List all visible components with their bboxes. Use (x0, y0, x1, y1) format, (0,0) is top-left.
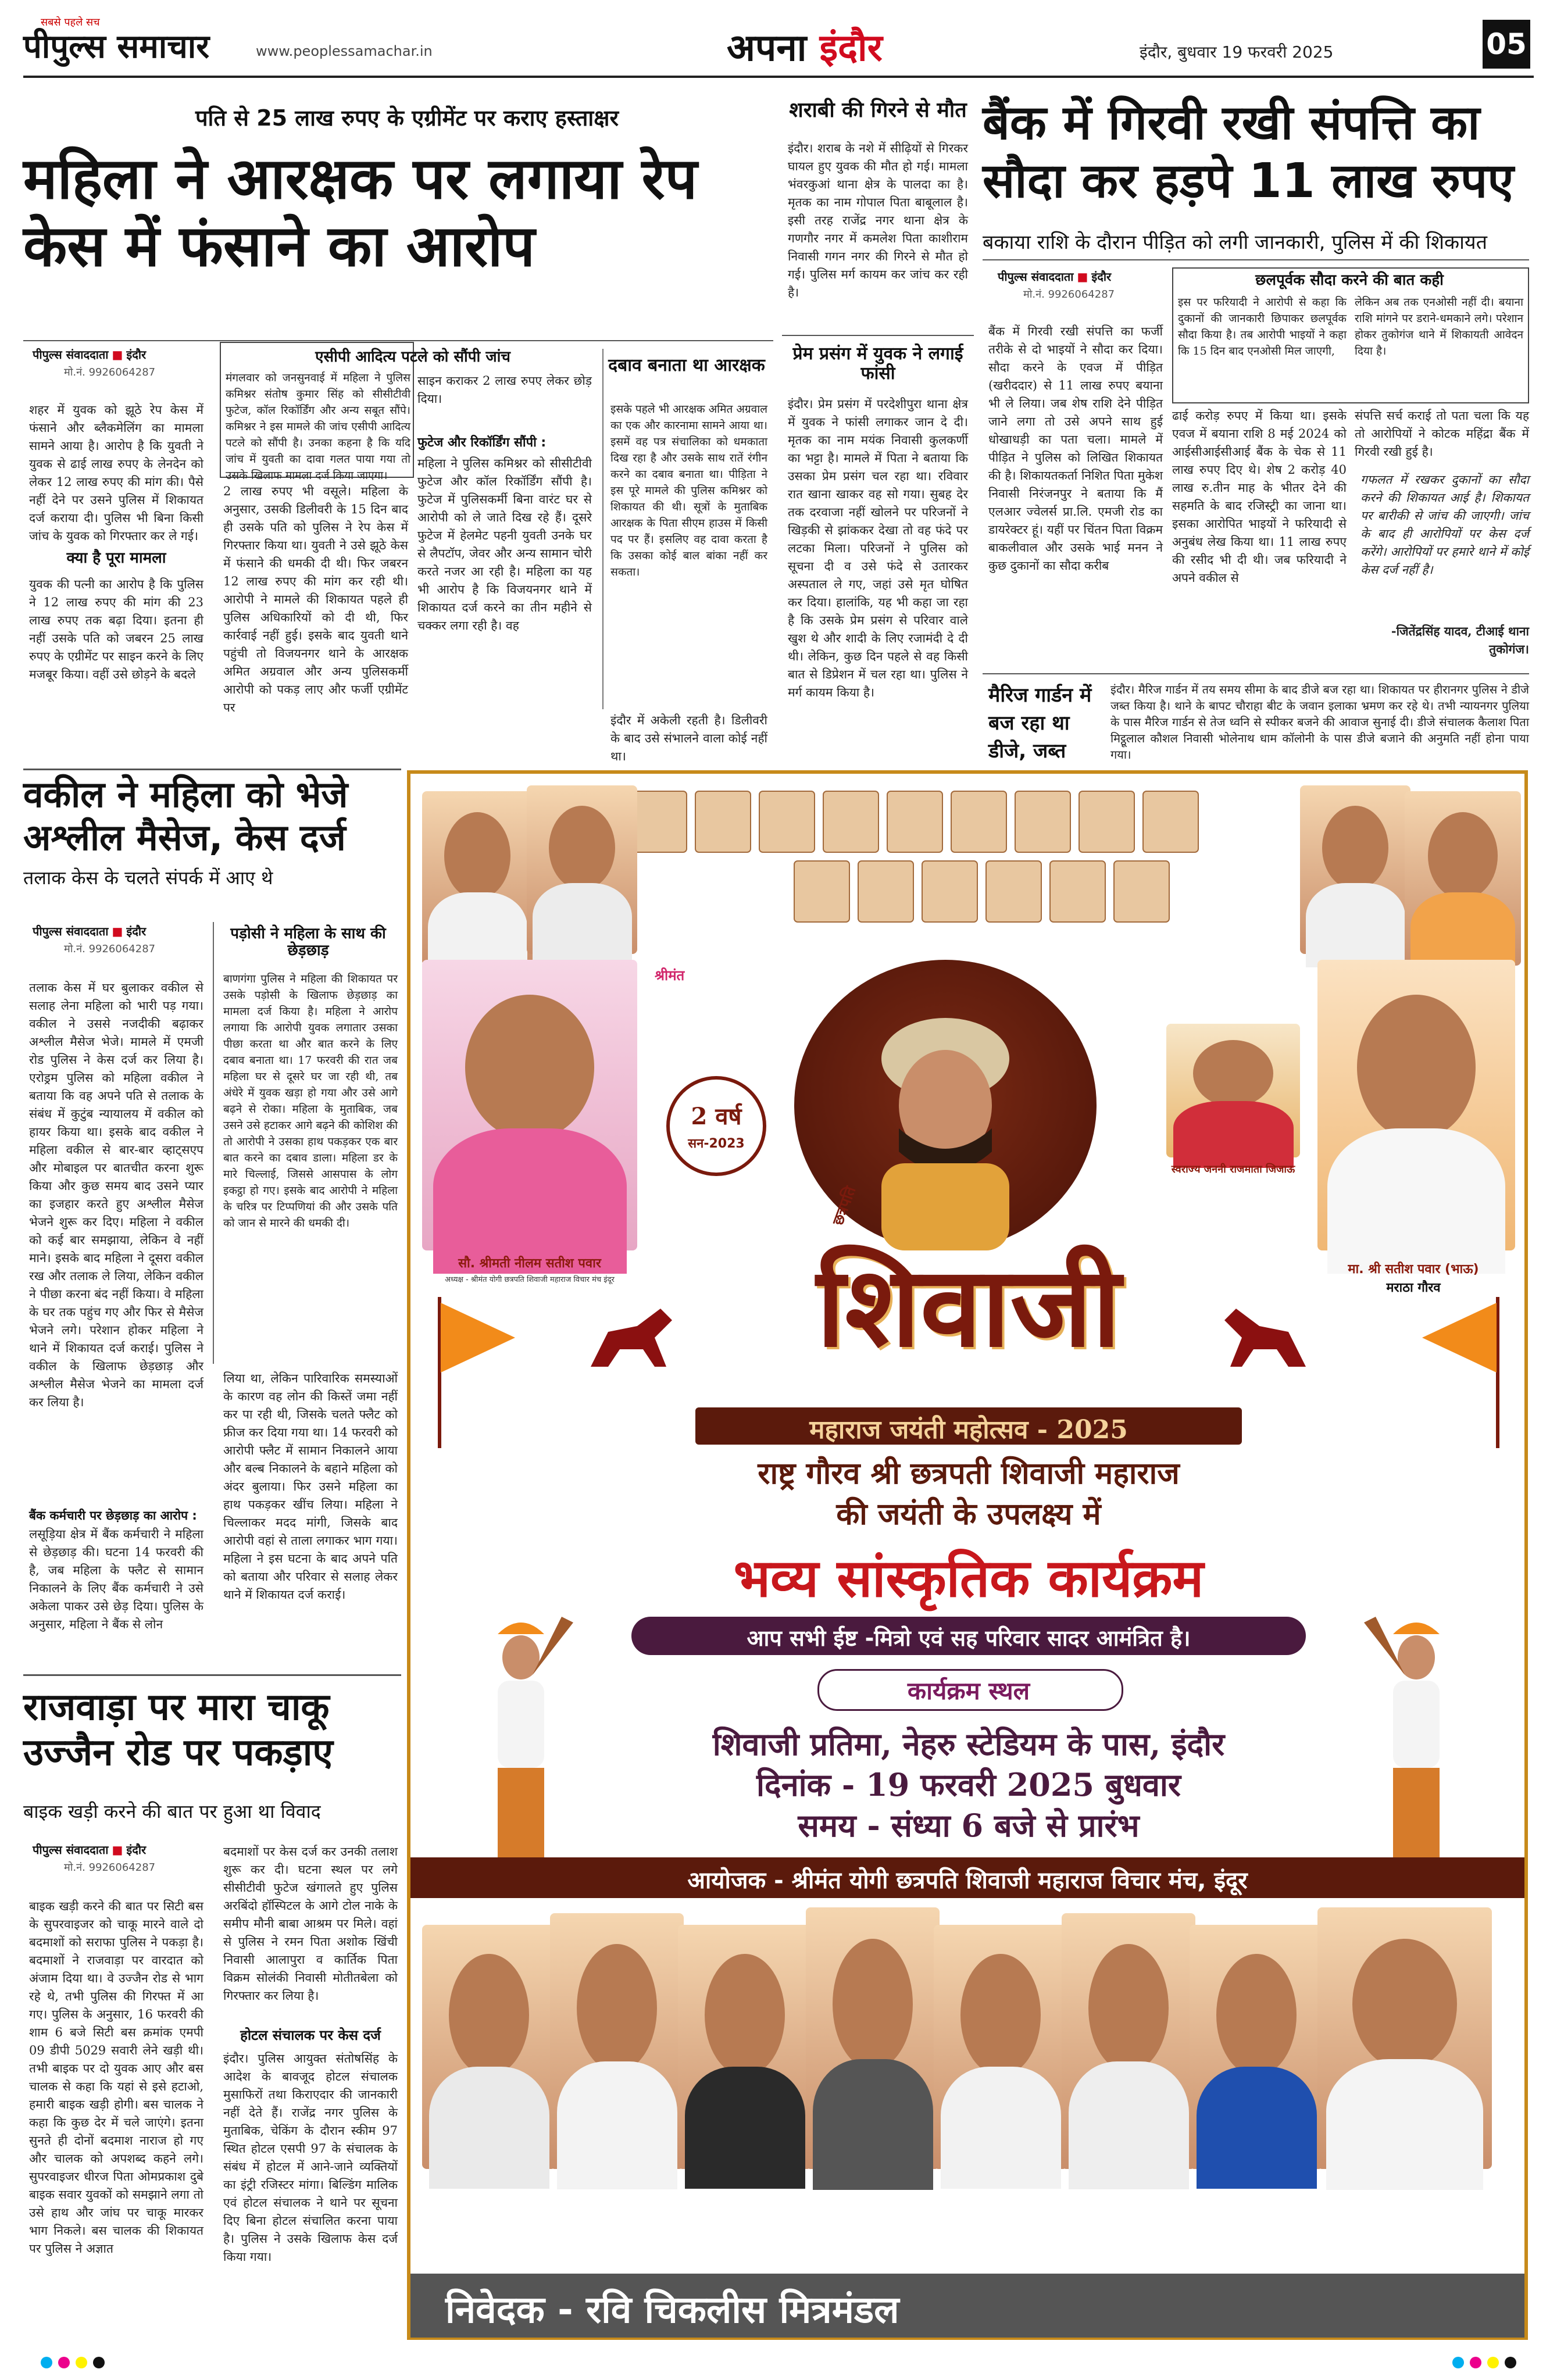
warrior-trumpeter-right-icon (1358, 1611, 1474, 1867)
print-registration-marks (23, 2351, 1534, 2374)
portrait-member-2 (550, 1913, 684, 2169)
right-title: मराठा गौरव (1386, 1281, 1441, 1295)
anniversary-sub: सन-2023 (688, 1137, 745, 1151)
story5-text: इंदौर। मैरिज गार्डन में तय समय सीमा के बाद डीजे बज रहा था। शिकायत पर हीरानगर पुलिस ने डीजे जब्त किया है। थाने के बापट चौराहा बीट के जवान इलाका भ्रमण कर रहे थे। तभी न्यायनगर पुलिया के पास मैरिज गार्डन से तेज ध्वनि से स्पीकर बजने की आवाज सुनाई दी। डीजे संचालक कैलाश पिता मिट्ठूलाल कौशल निवासी भोलेनाथ धाम कॉलोनी के पास डीजे बजाने की अनुमति नहीं होना पाया गया। (1110, 682, 1529, 762)
story6-deck: तलाक केस के चलते संपर्क में आए थे (23, 867, 273, 889)
portrait-strip-graphic (620, 785, 1317, 925)
logo-text: पीपुल्स समाचार (23, 28, 210, 66)
portrait-member-1 (422, 1925, 556, 2169)
story1-col3a: साइन कराकर 2 लाख रुपए लेकर छोड़ दिया। (417, 374, 592, 406)
story1-kicker: पति से 25 लाख रुपए के एग्रीमेंट पर कराए हस्ताक्षर (195, 105, 619, 131)
story4-mobile: मो.नं. 9926064287 (1023, 288, 1115, 301)
story1-byline-b: इंदौर (126, 348, 147, 362)
story4-box-text2: लेकिन अब तक एनओसी नहीं दी। बयाना राशि मांगने पर डराने-धमकाने लगे। परेशान होकर तुकोगंज थाने में शिकायती आवेदन दिया है। (1355, 296, 1523, 358)
story4-rule (983, 259, 1529, 260)
story1-col1: शहर में युवक को झूठे रेप केस में फंसाने और ब्लैकमेलिंग का मामला सामने आया है। आरोप है कि युवती ने युवक से ढाई लाख रुपए के लेनदेन को लेकर 12 लाख रुपए की मांग की। पैसे नहीं देने पर उसने पुलिस में शिकायत दर्ज कराया दी। पुलिस भी बिना किसी जांच के युवक को गिरफ्तार कर ले गई। (29, 403, 203, 543)
story4-col2: ढाई करोड़ रुपए में किया था। इसके एवज में बयाना राशि 8 मई 2024 को आईसीआईसीआई बैंक के चेक से 11 लाख रुपए दिए थे। शेष 2 करोड़ 40 लाख रु.तीन माह के भीतर देने की सहमति के बाद रजिस्ट्री का जाना था। इसका आरोपित भाइयों ने फरियादी से अनुबंध लेख किया था। 11 लाख रुपए की रसीद भी दी थी। जब फरियादी ने अपने वकील से (1172, 409, 1347, 585)
story4-headline: बैंक में गिरवी रखी संपत्ति का सौदा कर हड़पे 11 लाख रुपए (983, 95, 1514, 209)
flag-right-icon (1416, 1297, 1509, 1448)
emblem-left: श्रीमंत (655, 967, 685, 984)
masthead (23, 17, 1534, 78)
footer-text: निवेदक - रवि चिकलीस मित्रमंडल (445, 2289, 899, 2332)
story2-text: इंदौर। शराब के नशे में सीढ़ियों से गिरकर घायल हुए युवक की मौत हो गई। मामला भंवरकुआं थाना क्षेत्र के पालदा का है। मृतक का नाम गोपाल पिता बाबूलाल है। इसी तरह राजेंद्र नगर थाना क्षेत्र के गणगौर नगर में कमलेश पिता काशीराम निवासी गगन नगर की गिरने से मौत हो गई। पुलिस मर्ग कायम कर जांच कर रही है। (788, 141, 968, 299)
story3-text: इंदौर। प्रेम प्रसंग में परदेशीपुरा थाना क्षेत्र में युवक ने फांसी लगाकर जान दे दी। मृतक का नाम मयंक निवासी कुलकर्णी का भट्टा है। मामले में पिता ने बताया कि उसका प्रेम प्रसंग चल रहा था। रविवार रात खाना खाकर वह सो गया। सुबह देर तक दरवाजा नहीं खोलने पर परिजनों ने खिड़की से झांककर देखा तो वह फंदे पर लटका मिला। परिजनों ने पुलिस को सूचना दी व उसे फंदे से उतारकर अस्पताल ले गए, जहां उसे मृत घोषित कर दिया। हालांकि, यह भी कहा जा रहा है कि उसके प्रेम प्रसंग से परिवार वाले खुश थे और शादी के लिए रजामंदी दे दी थी। लेकिन, कुछ दिन पहले से वह किसी बात से डिप्रेशन में चल रहा था। पुलिस ने मर्ग कायम किया है। (788, 397, 968, 699)
section-title-b: इंदौर (819, 27, 883, 70)
shivaji-jayanti-advertisement (407, 770, 1528, 2340)
invite-text: आप सभी ईष्ट -मित्रो एवं सह परिवार सादर आमंत्रित है। (747, 1625, 1191, 1651)
story7-byline-a: पीपुल्स संवाददाता (33, 1843, 109, 1857)
portrait-member-7 (1190, 1925, 1323, 2169)
bottom-portraits (410, 1907, 1524, 2250)
flag-left-icon (428, 1297, 521, 1448)
story7-col2: बदमाशों पर केस दर्ज कर उनकी तलाश शुरू कर दी। घटना स्थल पर लगे सीसीटीवी फुटेज खंगालते हुए पुलिस अरबिंदो हॉस्पिटल के आगे टोल नाके के समीप मौनी बाबा आश्रम पर मिले। वहां से पुलिस ने रमन पिता अशोक खिंची निवासी आलापुरा व कार्तिक पिता विक्रम सोलंकी निवासी मोतीतबेला को गिरफ्तार कर लिया है। (223, 1845, 398, 2003)
venue-label: कार्यक्रम स्थल (907, 1677, 1030, 1705)
story1-col3-sub: फुटेज और रिकॉर्डिंग सौंपी : (417, 435, 547, 450)
story7-sub: होटल संचालक पर केस दर्ज (240, 2027, 381, 2043)
ad-portrait-strip (620, 785, 1317, 925)
logo-tagline: सबसे पहले सच (41, 16, 100, 28)
organizer-text: आयोजक - श्रीमंत योगी छत्रपति शिवाजी महाराज विचार मंच, इंदूर (687, 1867, 1248, 1894)
story2-rule (782, 335, 974, 336)
story6-col1b: लसूड़िया क्षेत्र में बैंक कर्मचारी ने महिला से छेड़छाड़ की। घटना 14 फरवरी की है, जब महिला के फ्लैट से सामान निकालने के लिए बैंक कर्मचारी ने उसे अकेला पाकर उसे छेड़ दिया। पुलिस के अनुसार, महिला ने बैंक से लोन (29, 1527, 203, 1631)
dateline: इंदौर, बुधवार 19 फरवरी 2025 (1140, 42, 1334, 62)
portrait-neelam-pawar (422, 960, 637, 1250)
story4-byline: पीपुल्स संवाददाता ■ इंदौर (998, 270, 1112, 284)
portrait-jijabai (1166, 1024, 1300, 1157)
story6-col1: तलाक केस में घर बुलाकर वकील से सलाह लेना महिला को भारी पड़ गया। वकील ने उससे नजदीकी बढ़ाकर अश्लील मैसेज भेजे। मामले में एमजी रोड पुलिस ने केस दर्ज कर लिया है। एरोड्रम पुलिस को महिला वकील ने बताया कि वह अपने पति से तलाक के संबंध में कुटुंब न्यायालय में वकील को हायर किया था। इसके बाद वकील ने महिला वकील से बार-बार व्हाट्सएप और मोबाइल पर बातचीत करना शुरू किया और कुछ समय बाद उसने प्यार का इजहार करते हुए अश्लील मैसेज भेजने शुरू कर दिए। महिला ने वकील को कई बार समझाया, लेकिन वे नहीं माने। इसके बाद महिला ने दूसरा वकील रख और तलाक ले लिया, लेकिन वकील ने पीछा करना बंद नहीं किया। वे महिला के घर तक पहुंच गए और फिर से मैसेज भेजने लगे। परेशान होकर महिला ने थाने में शिकायत दर्ज कराई। पुलिस ने वकील के खिलाफ छेड़छाड़ और अश्लील मैसेज भेजने का मामला दर्ज कर लिया है। (29, 981, 203, 1409)
story1-col4-tail: इंदौर में अकेली रहती है। डिलीवरी के बाद उसे संभालने वाला कोई नहीं था। (610, 713, 767, 763)
story7-col1: बाइक खड़ी करने की बात पर सिटी बस के सुपरवाइजर को चाकू मारने वाले दो बदमाशों को सराफा पुलिस ने पकड़ा है। बदमाशों ने राजवाड़ा पर वारदात को अंजाम दिया था। वे उज्जैन रोड से भाग रहे थे, तभी पुलिस की गिरफ्त में आ गए। पुलिस के अनुसार, 16 फरवरी की शाम 6 बजे सिटी बस क्रमांक एमपी 09 डीपी 5029 सवारी लेने खड़ी थी। तभी बाइक पर दो युवक आए और बस चालक से कहा कि यहां से इसे हटाओ, हमारी बाइक खड़ी होगी। बस चालक ने कहा कि कुछ देर में चले जाएंगे। इतना सुनते ही दोनों बदमाश नाराज हो गए और चालक को अपशब्द कहने लगे। सुपरवाइजर धीरज पिता ओमप्रकाश दुबे बाइक सवार युवकों को समझाने लगा तो उसे हाथ और जांघ पर चाकू मारकर भाग निकले। बस चालक की शिकायत पर पुलिस ने अज्ञात (29, 1899, 203, 2256)
story1-box2-title: दबाव बनाता था आरक्षक (608, 355, 765, 376)
page-number: 05 (1483, 20, 1530, 69)
story1-byline-a: पीपुल्स संवाददाता (33, 348, 109, 362)
story4-byline-b: इंदौर (1091, 270, 1112, 284)
newspaper-logo (23, 16, 210, 67)
story3-headline: प्रेम प्रसंग में युवक ने लगाई फांसी (792, 344, 963, 384)
story1-rule (23, 340, 773, 341)
portrait-leader-2 (527, 785, 637, 954)
story1-box-title: एसीपी आदित्य पटले को सौंपी जांच (315, 348, 510, 366)
story7-mobile: मो.नं. 9926064287 (64, 1861, 156, 1874)
time-text: समय - संध्या 6 बजे से प्रारंभ (798, 1807, 1140, 1844)
story4-deck: बकाया राशि के दौरान पीड़ित को लगी जानकारी, पुलिस में की शिकायत (983, 231, 1488, 254)
portrait-member-3 (678, 1925, 812, 2169)
story4-box-text: इस पर फरियादी ने आरोपी से कहा कि दुकानों की जानकारी छिपाकर छलपूर्वक सौदा किया है। तब आरोपी भाइयों ने कहा कि 15 दिन बाद एनओसी मिल जाएगी, (1178, 296, 1347, 358)
story6-box-text: बाणगंगा पुलिस ने महिला की शिकायत पर उसके पड़ोसी के खिलाफ छेड़छाड़ का मामला दर्ज किया है। महिला ने आरोप लगाया कि आरोपी युवक लगातार उसका पीछा करता था और बात करने के लिए दबाव बनाता था। 17 फरवरी की रात जब महिला घर से दूसरे घर जा रही थी, तब अंधेरे में युवक खड़ा हो गया और उसे आगे बढ़ने से रोका। महिला के मुताबिक, जब उसने उसे हटाकर आगे बढ़ने की कोशिश की तो आरोपी ने उसका हाथ पकड़कर एक बार बात करने का दबाव डाला। महिला डर के मारे चिल्लाई, जिससे आसपास के लोग इकट्ठा हो गए। इसके बाद आरोपी ने महिला के चरित्र पर टिप्पणियां की और उसके पति को जान से मारने की धमकी दी। (223, 973, 398, 1230)
website-url[interactable]: www.peoplessamachar.in (256, 43, 433, 59)
left-title: अध्यक्ष - श्रीमंत योगी छत्रपति शिवाजी महाराज विचार मंच इंदूर (445, 1275, 615, 1284)
story1-col1-sub: क्या है पूरा मामला (66, 549, 166, 567)
story4-box-title: छलपूर्वक सौदा करने की बात कही (1255, 271, 1444, 289)
story5-rule (983, 673, 1529, 674)
story2-headline: शराबी की गिरने से मौत (789, 98, 967, 122)
story4-col3: संपत्ति सर्च कराई तो पता चला कि यह तो आरोपियों ने कोटक महिंद्रा बैंक में गिरवी रखी हुई है। (1355, 409, 1529, 459)
story1-box2-text: इसके पहले भी आरक्षक अमित अग्रवाल का एक और कारनामा सामने आया था। इसमें वह पत्र संचालिका को धमकाता दिख रहा है और उसके साथ रातें रंगीन करने का दबाव बनाता था। पीड़िता ने इस पूरे मामले की पुलिस कमिश्नर को शिकायत की थी। सूत्रों के मुताबिक आरक्षक के पिता सीएम हाउस में किसी पद पर हैं। इसलिए वह दावा करता है कि उसका कोई बाल बांका नहीं कर सकता। (610, 403, 767, 578)
story4-col1: बैंक में गिरवी रखी संपत्ति का फर्जी तरीके से दो भाइयों ने सौदा कर दिया। सौदा करने के एवज में पीड़ित (खरीददार) से 11 लाख रुपए बयाना भी ले लिया। जब शेष राशि देने पीड़ित जाने लगा तो उसे अपने साथ हुई धोखाधड़ी का पता चला। मामले में पीड़ित ने पुलिस को लिखित शिकायत की है। शिकायतकर्ता निशित पिता मुकेश निवासी निरंजनपुर ने बताया कि मैं एलआर ज्वेलर्स प्रा.लि. एमजी रोड का डायरेक्टर हूं। यहीं पर चिंतन पिता विक्रम बाकलीवाल और उसके भाई मनन ने कुछ दुकानों का सौदा करीब (988, 324, 1163, 573)
story6-mobile: मो.नं. 9926064287 (64, 943, 156, 955)
portrait-member-6 (1062, 1913, 1195, 2169)
anniversary-text: 2 वर्ष (691, 1103, 742, 1130)
story1-col3b: महिला ने पुलिस कमिश्नर को सीसीटीवी फुटेज और कॉल रिकॉर्डिंग सौंपी है। फुटेज में पुलिसकर्मी बिना वारंट घर से आरोपी को ले जाते दिख रहे हैं। दूसरे फुटेज में हेलमेट पहनी युवती उनके घर से लैपटॉप, जेवर और अन्य सामान चोरी करते नजर आ रही है। महिला का यह भी आरोप है कि विजयनगर थाने में शिकायत दर्ज करने का तीन महीने से चक्कर लगा रही है। वह (417, 456, 592, 632)
story5-headline: मैरिज गार्डन में बज रहा था डीजे, जब्त (988, 684, 1092, 763)
portrait-leader-1 (422, 791, 533, 966)
story6-col2: लिया था, लेकिन पारिवारिक समस्याओं के कारण वह लोन की किस्तें जमा नहीं कर पा रही थी, जिसके चलते फ्लैट को फ्रीज कर दिया गया था। 14 फरवरी को आरोपी फ्लैट में सामान निकालने आया और बल्ब निकालने के बहाने महिला को अंदर बुलाया। फिर उसने महिला का हाथ पकड़कर खींच लिया। महिला ने चिल्लाकर मदद मांगी, जिसके बाद आरोपी वहां से ताला लगाकर भाग गया। महिला ने इस घटना के बाद अपने पति को बताया और परिवार से सलाह लेकर थाने में शिकायत दर्ज कराई। (223, 1371, 398, 1602)
story1-col1b: युवक की पत्नी का आरोप है कि पुलिस ने 12 लाख रुपए की मांग की 23 लाख रुपए तक बढ़ा दिया। इतना ही नहीं उसके पति को जबरन 25 लाख रुपए के एग्रीमेंट पर साइन करने के लिए मजबूर किया। वहीं उसे छोड़ने के बदले (29, 577, 203, 681)
story4-byline-a: पीपुल्स संवाददाता (998, 270, 1074, 284)
portrait-leader-4 (1405, 791, 1521, 966)
story7-byline-b: इंदौर (126, 1843, 147, 1857)
jayanti-text: महाराज जयंती महोत्सव - 2025 (809, 1415, 1128, 1445)
program-title: भव्य सांस्कृतिक कार्यक्रम (733, 1548, 1204, 1609)
story4-quote-by: -जितेंद्रसिंह यादव, टीआई थाना तुकोगंज। (1391, 624, 1529, 656)
venue-text: शिवाजी प्रतिमा, नेहरु स्टेडियम के पास, इंदौर (712, 1725, 1225, 1763)
story1-byline: पीपुल्स संवाददाता ■ इंदौर (33, 348, 147, 362)
warrior-trumpeter-left-icon (463, 1611, 579, 1867)
story7-byline: पीपुल्स संवाददाता ■ इंदौर (33, 1843, 147, 1857)
story4-quote: गफलत में रखकर दुकानों का सौदा करने की शिकायत आई है। शिकायत पर बारीकी से जांच की जाएगी। जांच के बाद ही आरोपियों पर केस दर्ज करेंगे। आरोपियों पर हमारे थाने में कोई केस दर्ज नहीं है। (1360, 473, 1529, 577)
portrait-member-4 (806, 1907, 940, 2169)
shivaji-title: शिवाजी (816, 1242, 1121, 1371)
chhatrapati-label: छत्रपति (829, 1184, 860, 1228)
section-title-a: अपना (727, 27, 807, 70)
story7-rule-top (23, 1674, 401, 1676)
story6-sub2: बैंक कर्मचारी पर छेड़छाड़ का आरोप : (29, 1509, 197, 1523)
story7-deck: बाइक खड़ी करने की बात पर हुआ था विवाद (23, 1800, 321, 1822)
story1-mobile: मो.नं. 9926064287 (64, 366, 156, 378)
left-name: सौ. श्रीमती नीलम सतीश पवार (458, 1256, 601, 1271)
portrait-leader-3 (1300, 785, 1410, 954)
date-text: दिनांक - 19 फरवरी 2025 बुधवार (756, 1766, 1181, 1803)
portrait-member-5 (934, 1925, 1067, 2169)
story7-col2b: इंदौर। पुलिस आयुक्त संतोषसिंह के आदेश के बावजूद होटल संचालक मुसाफिरों तथा किराएदार की जानकारी नहीं देते हैं। राजेंद्र नगर पुलिस के मुताबिक, चेकिंग के दौरान स्कीम 97 स्थित होटल एसपी 97 के संचालक के संबंध में होटल में आने-जाने व्यक्तियों का इंट्री रजिस्टर मांगा। बिल्डिंग मालिक एवं होटल संचालक ने थाने पर सूचना दिए बिना होटल संचालित करना पाया है। पुलिस ने उसके खिलाफ केस दर्ज किया गया। (223, 2052, 398, 2264)
section-title (727, 21, 883, 72)
story1-box-text: मंगलवार को जनसुनवाई में महिला ने पुलिस कमिश्नर संतोष कुमार सिंह को सीसीटीवी फुटेज, कॉल रिकॉर्डिंग और अन्य सबूत सौंपे। कमिश्नर ने इस मामले की जांच एसीपी आदित्य पटले को सौंपी है। उनका कहना है कि यदि जांच में युवती का दावा गलत पाया गया तो उसके खिलाफ मामला दर्ज किया जाएगा। (226, 371, 410, 482)
story6-rule-top (23, 769, 401, 770)
story6-box-title: पड़ोसी ने महिला के साथ की छेड़छाड़ (230, 925, 386, 960)
story6-byline-a: पीपुल्स संवाददाता (33, 924, 109, 938)
portrait-member-8 (1317, 1907, 1492, 2169)
story6-byline-b: इंदौर (126, 924, 147, 938)
story1-headline: महिला ने आरक्षक पर लगाया रेप केस में फंसाने का आरोप (23, 146, 698, 280)
ad-line2: की जयंती के उपलक्ष्य में (836, 1496, 1101, 1532)
portrait-satish-pawar (1317, 960, 1515, 1250)
ad-line1: राष्ट्र गौरव श्री छत्रपती शिवाजी महाराज (758, 1456, 1180, 1491)
story6-headline: वकील ने महिला को भेजे अश्लील मैसेज, केस दर्ज (23, 773, 348, 859)
jijabai-caption: स्वराज्य जननी राजमाता जिजाऊ (1171, 1163, 1295, 1175)
horse-rider-right-icon (1207, 1297, 1312, 1378)
horse-rider-left-icon (585, 1297, 690, 1378)
right-name: मा. श्री सतीश पवार (भाऊ) (1348, 1262, 1479, 1277)
story6-byline: पीपुल्स संवाददाता ■ इंदौर (33, 924, 147, 938)
story7-headline: राजवाड़ा पर मारा चाकू उज्जैन रोड पर पकड़ाए (23, 1686, 333, 1774)
story1-col2: 2 लाख रुपए भी वसूले। महिला के अनुसार, उसकी डिलीवरी के 15 दिन बाद ही उसके पति को पुलिस ने रेप केस में गिरफ्तार किया था। युवती ने उसे झूठे केस में फंसाने की धमकी दी थी। फिर जबरन 12 लाख रुपए की मांग कर रही थी। आरोपी ने मामले की शिकायत पहले ही पुलिस अधिकारियों को दी थी, फिर कार्रवाई नहीं हुई। इसके बाद युवती थाने पहुंची तो विजयनगर थाने के आरक्षक अमित अग्रवाल और अन्य पुलिसकर्मी आरोपी को पकड़ लाए और फर्जी एग्रीमेंट पर (223, 484, 408, 714)
